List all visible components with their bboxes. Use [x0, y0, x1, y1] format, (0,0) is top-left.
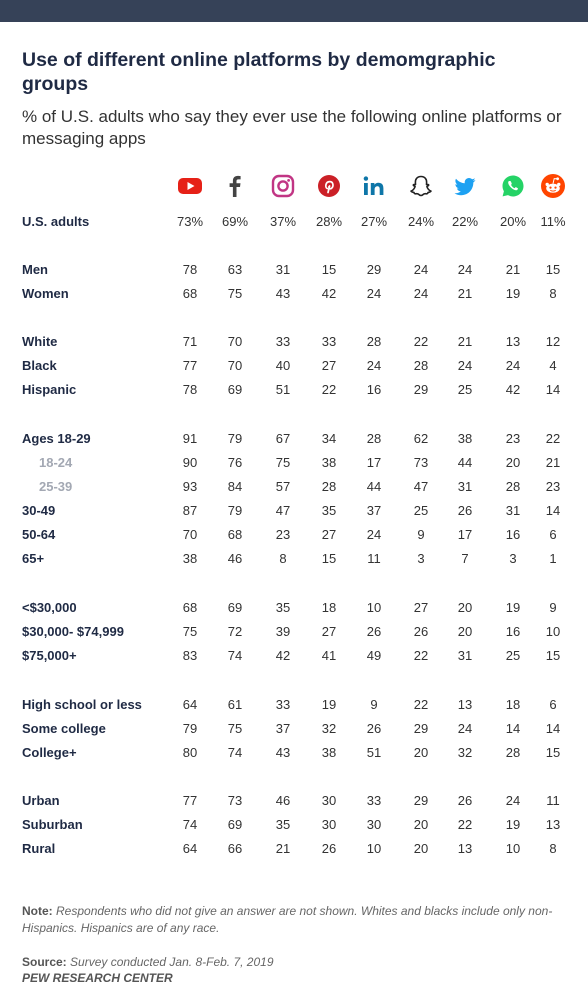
- table-cell: 35: [275, 817, 291, 832]
- table-cell: 24: [413, 262, 429, 277]
- table-cell: 27%: [360, 214, 388, 229]
- table-cell: 30: [321, 817, 337, 832]
- table-cell: 42: [505, 382, 521, 397]
- table-cell: 10: [505, 841, 521, 856]
- table-cell: 1: [549, 551, 557, 566]
- table-cell: 79: [227, 503, 243, 518]
- row-label: White: [22, 334, 58, 349]
- table-cell: 79: [227, 431, 243, 446]
- table-cell: 26: [457, 793, 473, 808]
- table-cell: 19: [505, 286, 521, 301]
- table-cell: 51: [366, 745, 382, 760]
- table-cell: 22: [413, 697, 429, 712]
- table-cell: 15: [545, 648, 561, 663]
- table-cell: 3: [509, 551, 517, 566]
- table-cell: 37%: [269, 214, 297, 229]
- table-cell: 73%: [176, 214, 204, 229]
- table-cell: 47: [413, 479, 429, 494]
- source-text: [22, 954, 562, 970]
- table-cell: 49: [366, 648, 382, 663]
- table-cell: 33: [321, 334, 337, 349]
- table-cell: 29: [366, 262, 382, 277]
- table-cell: 41: [321, 648, 337, 663]
- table-cell: 14: [505, 721, 521, 736]
- table-cell: 23: [505, 431, 521, 446]
- table-cell: 68: [227, 527, 243, 542]
- table-cell: 8: [549, 841, 557, 856]
- table-cell: 78: [182, 262, 198, 277]
- table-cell: 57: [275, 479, 291, 494]
- table-cell: 23: [545, 479, 561, 494]
- table-cell: 72: [227, 624, 243, 639]
- table-cell: 29: [413, 382, 429, 397]
- table-cell: 24: [457, 262, 473, 277]
- table-cell: 28: [505, 745, 521, 760]
- table-cell: 26: [457, 503, 473, 518]
- table-cell: 93: [182, 479, 198, 494]
- table-cell: 9: [370, 697, 378, 712]
- table-cell: 46: [275, 793, 291, 808]
- table-cell: 31: [457, 479, 473, 494]
- row-label: 18-24: [39, 455, 73, 470]
- table-cell: 63: [227, 262, 243, 277]
- table-cell: 24: [366, 358, 382, 373]
- table-cell: 23: [275, 527, 291, 542]
- table-cell: 75: [227, 721, 243, 736]
- table-cell: 21: [457, 286, 473, 301]
- table-cell: 77: [182, 358, 198, 373]
- table-cell: 20: [413, 841, 429, 856]
- table-cell: 43: [275, 745, 291, 760]
- table-cell: 30: [321, 793, 337, 808]
- table-cell: 24: [457, 358, 473, 373]
- table-cell: 29: [413, 793, 429, 808]
- table-cell: 28: [366, 334, 382, 349]
- table-cell: 10: [366, 600, 382, 615]
- table-cell: 32: [321, 721, 337, 736]
- table-cell: 47: [275, 503, 291, 518]
- row-label: Black: [22, 358, 57, 373]
- table-cell: 20: [413, 817, 429, 832]
- table-cell: 8: [549, 286, 557, 301]
- row-label: <$30,000: [22, 600, 77, 615]
- table-cell: 69%: [221, 214, 249, 229]
- table-cell: 73: [413, 455, 429, 470]
- row-label: High school or less: [22, 697, 142, 712]
- table-cell: 70: [227, 334, 243, 349]
- table-cell: 61: [227, 697, 243, 712]
- row-label: Urban: [22, 793, 60, 808]
- table-cell: 42: [275, 648, 291, 663]
- table-cell: 15: [545, 745, 561, 760]
- table-cell: 37: [366, 503, 382, 518]
- table-cell: 26: [366, 721, 382, 736]
- table-cell: 39: [275, 624, 291, 639]
- table-cell: 78: [182, 382, 198, 397]
- table-cell: 19: [505, 600, 521, 615]
- table-cell: 20: [457, 624, 473, 639]
- row-label: Suburban: [22, 817, 83, 832]
- table-cell: 30: [366, 817, 382, 832]
- table-cell: 62: [413, 431, 429, 446]
- row-label: Men: [22, 262, 48, 277]
- table-cell: 83: [182, 648, 198, 663]
- table-cell: 38: [457, 431, 473, 446]
- table-cell: 21: [457, 334, 473, 349]
- table-cell: 14: [545, 382, 561, 397]
- table-cell: 27: [321, 624, 337, 639]
- table-cell: 20: [457, 600, 473, 615]
- table-cell: 75: [275, 455, 291, 470]
- table-cell: 77: [182, 793, 198, 808]
- table-cell: 44: [457, 455, 473, 470]
- table-cell: 14: [545, 503, 561, 518]
- table-cell: 69: [227, 817, 243, 832]
- table-cell: 70: [182, 527, 198, 542]
- chart-title: Use of different online platforms by demomgraphic groups: [22, 49, 496, 95]
- source-label: Source:: [22, 955, 67, 969]
- table-cell: 22: [321, 382, 337, 397]
- table-cell: 10: [366, 841, 382, 856]
- table-cell: 74: [227, 745, 243, 760]
- table-cell: 51: [275, 382, 291, 397]
- table-cell: 25: [413, 503, 429, 518]
- table-cell: 8: [279, 551, 287, 566]
- table-cell: 13: [545, 817, 561, 832]
- table-cell: 15: [545, 262, 561, 277]
- table-cell: 28%: [315, 214, 343, 229]
- table-cell: 16: [505, 527, 521, 542]
- table-cell: 18: [505, 697, 521, 712]
- table-cell: 67: [275, 431, 291, 446]
- table-cell: 69: [227, 600, 243, 615]
- table-cell: 34: [321, 431, 337, 446]
- table-cell: 12: [545, 334, 561, 349]
- table-cell: 38: [321, 455, 337, 470]
- table-cell: 29: [413, 721, 429, 736]
- table-cell: 33: [366, 793, 382, 808]
- source-body: Survey conducted Jan. 8-Feb. 7, 2019: [70, 955, 274, 969]
- table-cell: 22: [457, 817, 473, 832]
- table-cell: 31: [505, 503, 521, 518]
- table-cell: 68: [182, 600, 198, 615]
- table-cell: 24: [366, 527, 382, 542]
- table-cell: 7: [461, 551, 469, 566]
- row-label: College+: [22, 745, 77, 760]
- table-cell: 27: [413, 600, 429, 615]
- table-cell: 19: [321, 697, 337, 712]
- table-cell: 74: [182, 817, 198, 832]
- table-cell: 28: [321, 479, 337, 494]
- table-cell: 6: [549, 527, 557, 542]
- table-cell: 24: [366, 286, 382, 301]
- row-label: Hispanic: [22, 382, 77, 397]
- table-cell: 26: [366, 624, 382, 639]
- table-cell: 43: [275, 286, 291, 301]
- row-label: $30,000- $74,999: [22, 624, 124, 639]
- table-cell: 28: [505, 479, 521, 494]
- table-cell: 13: [457, 697, 473, 712]
- table-cell: 26: [413, 624, 429, 639]
- table-cell: 69: [227, 382, 243, 397]
- row-label: Ages 18-29: [22, 431, 91, 446]
- table-cell: 9: [549, 600, 557, 615]
- table-cell: 32: [457, 745, 473, 760]
- chart-subtitle: % of U.S. adults who say they ever use the following online platforms or messaging apps: [22, 107, 562, 148]
- row-label: 50-64: [22, 527, 56, 542]
- table-cell: 24%: [407, 214, 435, 229]
- table-cell: 21: [505, 262, 521, 277]
- table-cell: 42: [321, 286, 337, 301]
- row-label: Women: [22, 286, 69, 301]
- table-cell: 6: [549, 697, 557, 712]
- row-label: 30-49: [22, 503, 56, 518]
- table-cell: 14: [545, 721, 561, 736]
- table-cell: 25: [457, 382, 473, 397]
- table-cell: 84: [227, 479, 243, 494]
- table-cell: 73: [227, 793, 243, 808]
- table-cell: 68: [182, 286, 198, 301]
- table-cell: 15: [321, 551, 337, 566]
- table-cell: 24: [413, 286, 429, 301]
- table-cell: 27: [321, 358, 337, 373]
- note-body: Respondents who did not give an answer are not shown. Whites and blacks include only non-Hispanics. Hispanics are of any race.: [22, 904, 553, 935]
- table-cell: 79: [182, 721, 198, 736]
- table-cell: 40: [275, 358, 291, 373]
- table-cell: 19: [505, 817, 521, 832]
- table-cell: 38: [321, 745, 337, 760]
- table-cell: 24: [457, 721, 473, 736]
- table-cell: 64: [182, 841, 198, 856]
- table-cell: 28: [366, 431, 382, 446]
- table-cell: 27: [321, 527, 337, 542]
- table-cell: 9: [417, 527, 425, 542]
- row-label: Rural: [22, 841, 56, 856]
- table-cell: 20: [505, 455, 521, 470]
- table-cell: 80: [182, 745, 198, 760]
- row-label: U.S. adults: [22, 214, 90, 229]
- row-label: 25-39: [39, 479, 73, 494]
- table-cell: 20: [413, 745, 429, 760]
- table-cell: 25: [505, 648, 521, 663]
- table-cell: 18: [321, 600, 337, 615]
- table-cell: 38: [182, 551, 198, 566]
- row-label: Some college: [22, 721, 106, 736]
- table-cell: 10: [545, 624, 561, 639]
- table-cell: 21: [545, 455, 561, 470]
- table-cell: 22: [413, 334, 429, 349]
- table-cell: 31: [275, 262, 291, 277]
- table-cell: 64: [182, 697, 198, 712]
- table-cell: 74: [227, 648, 243, 663]
- table-cell: 75: [182, 624, 198, 639]
- table-cell: 35: [321, 503, 337, 518]
- table-cell: 11%: [540, 214, 566, 229]
- table-cell: 11: [546, 793, 560, 808]
- table-cell: 22: [545, 431, 561, 446]
- table-cell: 70: [227, 358, 243, 373]
- table-cell: 11: [367, 551, 381, 566]
- table-cell: 20%: [499, 214, 527, 229]
- table-cell: 13: [505, 334, 521, 349]
- table-cell: 87: [182, 503, 198, 518]
- table-cell: 21: [275, 841, 291, 856]
- table-cell: 46: [227, 551, 243, 566]
- table-cell: 37: [275, 721, 291, 736]
- table-cell: 17: [457, 527, 473, 542]
- note-text: [22, 903, 562, 937]
- table-cell: 22: [413, 648, 429, 663]
- table-cell: 16: [366, 382, 382, 397]
- table-cell: 26: [321, 841, 337, 856]
- row-label: $75,000+: [22, 648, 77, 663]
- table-cell: 35: [275, 600, 291, 615]
- credit-text: PEW RESEARCH CENTER: [22, 971, 173, 985]
- row-label: 65+: [22, 551, 45, 566]
- table-cell: 31: [457, 648, 473, 663]
- table-cell: 16: [505, 624, 521, 639]
- table-cell: 28: [413, 358, 429, 373]
- table-cell: 33: [275, 334, 291, 349]
- table-cell: 75: [227, 286, 243, 301]
- table-cell: 91: [182, 431, 198, 446]
- table-cell: 13: [457, 841, 473, 856]
- table-cell: 66: [227, 841, 243, 856]
- table-cell: 44: [366, 479, 382, 494]
- table-cell: 22%: [451, 214, 479, 229]
- table-cell: 17: [366, 455, 382, 470]
- table-cell: 24: [505, 358, 521, 373]
- table-cell: 4: [549, 358, 557, 373]
- table-cell: 3: [417, 551, 425, 566]
- note-label: Note:: [22, 904, 53, 918]
- table-cell: 15: [321, 262, 337, 277]
- table-cell: 24: [505, 793, 521, 808]
- table-cell: 33: [275, 697, 291, 712]
- table-cell: 90: [182, 455, 198, 470]
- table-cell: 71: [182, 334, 198, 349]
- table-cell: 76: [227, 455, 243, 470]
